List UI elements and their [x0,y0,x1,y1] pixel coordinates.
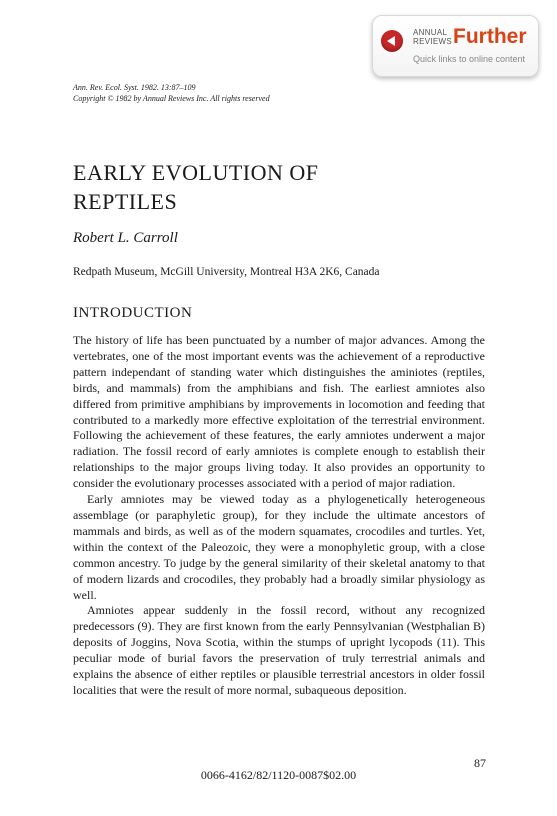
journal-citation [73,82,270,104]
citation-line2: Copyright © 1982 by Annual Reviews Inc. All rights reserved [73,94,270,103]
paragraph: Amniotes appear suddenly in the fossil record, without any recognized predecessors (9). They are first known from the early Pennsylvanian (Westphalian B) deposits of Joggins, Nova Scotia, within the stumps of upright lycopods (11). This peculiar mode of burial favors the preservation of truly terrestrial animals and explains the absence of either reptiles or plausible terrestrial ancestors in older fossil localities that were the result of more normal, subaqueous deposition. [73,603,485,697]
further-links-badge[interactable] [372,15,539,77]
author-name: Robert L. Carroll [73,230,178,246]
badge-line1: ANNUAL [413,28,448,37]
badge-line2: REVIEWS [413,37,452,46]
author-affiliation: Redpath Museum, McGill University, Montreal H3A 2K6, Canada [73,266,380,278]
badge-title: Further [453,25,527,48]
paragraph: Early amniotes may be viewed today as a phylogenetically heterogeneous assemblage (or paraphyletic group), for they include the ultimate ancestors of mammals and birds, as well as of the modern squamates, crocodiles and turtles. Yet, within the context of the Paleozoic, they were a monophyletic group, with a close common ancestry. To judge by the general similarity of their skeletal anatomy to that of modern lizards and crocodiles, they probably had a broadly similar physiology as well. [73,492,485,602]
title-line2: REPTILES [73,189,178,214]
annual-reviews-logo-text [413,28,452,46]
paragraph: The history of life has been punctuated by a number of major advances. Among the vertebrates, one of the most important events was the achievement of a reproductive pattern independant of standing water which distinguishes the aminiotes (reptiles, birds, and mammals) from the amphibians and fish. The earliest amniotes also differed from primitive amphibians by improvements in locomotion and feeding that contributed to a markedly more effective exploitation of the terrestrial environment. Following the achievement of these features, the early amniotes underwent a major radiation. The fossil record of early amniotes is complete enough to establish their relationships to the major groups living today. It also provides an opportunity to consider the evolutionary processes associated with a period of major radiation. [73,333,485,491]
page-number: 87 [474,756,486,770]
title-line1: EARLY EVOLUTION OF [73,160,319,185]
badge-subtitle: Quick links to online content [413,54,526,64]
section-heading: INTRODUCTION [73,305,193,321]
body-text [73,333,485,699]
article-title [73,158,319,216]
arrow-left-icon [381,30,403,52]
footer-code: 0066-4162/82/1120-0087$02.00 [200,768,357,782]
citation-line1: Ann. Rev. Ecol. Syst. 1982. 13:87–109 [73,83,196,92]
